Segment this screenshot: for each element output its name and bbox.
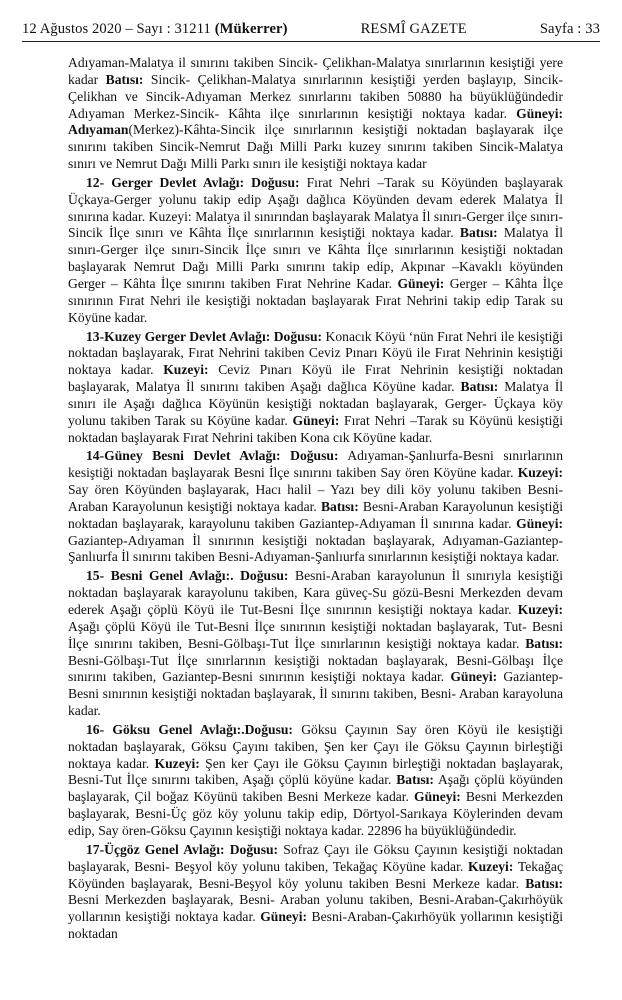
text-run: Fırat Nehri –Tarak su Köyünden başlayarak Üçkaya-Gerger yolunu takip edip Aşağı dağlıca Köyünden devam ederek Malatya İl sınırına kadar. Kuzeyi: Malatya il sınırından başlayarak Malatya İl sınırı-Gerger ilçe sınırı-Sincik İlçe sınırı ve Kâhta İlçe sınırlarının kesiştiği noktaya kadar.: [68, 174, 563, 241]
bold-run: Batısı:: [459, 225, 498, 241]
bold-run: Kuzeyi:: [468, 858, 514, 874]
text-run: Göksu Çayının Say ören Köyü ile kesiştiği noktadan başlayarak, Göksu Çayını takiben, Şen ker Çayı ile Göksu Çayının birleştiği noktaya kadar.: [68, 721, 563, 771]
paragraph: [68, 55, 563, 173]
bold-run: Güneyi: Adıyaman: [68, 105, 563, 138]
bold-run: Güneyi:: [260, 909, 308, 925]
text-run: Konacık Köyü ‘nün Fırat Nehri ile kesiştiği noktadan başlayarak, Fırat Nehrini takiben Ceviz Pınarı Köyü ile Fırat Nehrinin kesiştiği noktaya kadar.: [68, 328, 563, 378]
text-run: Besni Merkezden başlayarak, Besni- Araban yolunu takiben, Besni-Araban-Çakırhöyük yollarının kesiştiği noktaya kadar.: [68, 892, 563, 925]
text-run: Besni-Araban Karayolunun kesiştiği noktadan başlayarak, karayolunu takiben Gaziantep-Adıyaman İl sınırına kadar.: [68, 498, 563, 531]
bold-run: Batısı:: [320, 498, 359, 514]
page-number: Sayfa : 33: [539, 21, 600, 37]
text-run: Adıyaman-Malatya il sınırını takiben Sincik- Çelikhan-Malatya sınırlarının kesiştiği yere kadar: [68, 55, 563, 87]
bold-run: Kuzeyi:: [517, 465, 563, 481]
bold-run: 17-Üçgöz Genel Avlağı: Doğusu:: [86, 841, 279, 857]
bold-run: Güneyi:: [414, 789, 461, 805]
paragraph: [68, 329, 563, 447]
document-body: [68, 55, 563, 945]
text-run: Besni-Gölbaşı-Tut İlçe sınırlarının kesiştiği noktadan başlayarak, Besni-Gölbaşı İlçe sınırını takiben, Gaziantep-Besni sınırının kesiştiği noktaya kadar.: [68, 652, 563, 685]
text-run: Malatya İl sınırı ile Aşağı dağlıca Köyünün kesiştiği noktadan başlayarak, Gerger- Üçkaya köy yolunu takiben Tarak su Köyüne kadar.: [68, 379, 564, 428]
text-run: (Merkez)-Kâhta-Sincik ilçe sınırlarının kesiştiği noktadan başlayarak ilçe sınırını takiben Sincik-Nemrut Dağı Milli Parkı kuzey sınırını takiben Sincik-Malatya sınırı ve Nemrut Dağı Milli Parkı sınırı ile kesiştiği noktaya kadar: [68, 122, 563, 172]
issue-date-number: [22, 21, 288, 38]
bold-run: Kuzeyi:: [163, 362, 209, 378]
bold-run: 15- Besni Genel Avlağı:. Doğusu:: [86, 568, 289, 584]
text-run: Fırat Nehri –Tarak su Köyünü kesiştiği noktadan başlayarak Fırat Nehrini takiben Kona cık Köyüne kadar.: [68, 412, 563, 445]
gazette-title: RESMÎ GAZETE: [360, 21, 467, 37]
text-run: Ceviz Pınarı Köyü ile Fırat Nehrinin kesiştiği noktadan başlayarak, Malatya İl sınırını takiben Aşağı dağlıca Köyüne kadar.: [68, 362, 563, 395]
bold-run: Batısı:: [525, 635, 563, 651]
text-run: Say ören Köyünden başlayarak, Hacı halil – Yazı bey dili köy yolunu takiben Besni-Araban Karayolunun kesiştiği noktaya kadar.: [68, 482, 563, 514]
text-run: Besni-Araban-Çakırhöyük yollarının kesiştiği noktadan: [68, 909, 563, 942]
paragraph: [68, 448, 563, 566]
bold-run: 12- Gerger Devlet Avlağı: Doğusu:: [86, 174, 300, 190]
paragraph: [68, 175, 563, 327]
bold-run: Batısı:: [396, 772, 434, 788]
text-run: Gerger – Kâhta İlçe sınırının Fırat Nehri ile kesiştiği noktadan başlayarak Fırat Nehrini takip edip Tarak su Köyüne kadar.: [68, 275, 563, 325]
text-run: Sofraz Çayı ile Göksu Çayının kesiştiği noktadan başlayarak, Besni- Beşyol köy yolunu takiben, Tekağaç Köyüne kadar.: [68, 841, 563, 874]
text-run: Malatya İl sınırı-Gerger ilçe sınırı-Sincik İlçe sınırı ve Kâhta İlçe sınırlarının kesiştiği noktadan başlayarak Nemrut Dağı Milli Parkı sınırını takip edip, Akpınar –Kavaklı köyünden Gerger – Kâhta İlçe sınırını takiben Fırat Nehrine Kadar.: [68, 225, 563, 291]
bold-run: Güneyi:: [397, 275, 445, 291]
text-run: Adıyaman-Şanlıurfa-Besni sınırlarının kesiştiği noktadan başlayarak Besni İlçe sınırını takiben Say ören Köyüne kadar.: [68, 448, 564, 481]
bold-run: Batısı:: [105, 71, 144, 87]
bold-run: Batısı:: [525, 875, 563, 891]
text-run: Besni-Araban karayolunun İl sınırıyla kesiştiği noktadan başlayarak karayolunu takiben, Kara güveç-Su gözü-Besni Merkezden devam ederek Aşağı çöplü Köyü ile Tut-Besni İlçe sınırının kesiştiği noktaya kadar.: [68, 568, 563, 617]
header-rule: [22, 41, 600, 42]
text-run: Aşağı çöplü Köyü ile Tut-Besni İlçe sınırının kesiştiği noktadan başlayarak, Tut- Besni İlçe sınırını takiben, Besni-Gölbaşı-Tut İlçe sınırlarının kesiştiği noktaya kadar.: [68, 618, 563, 651]
text-run: Besni Merkezden başlayarak, Besni-Üç göz köy yolunu takip edip, Dörtyol-Sarıkaya Köylerinden devam edip, Say ören-Göksu Çayının kesiştiği noktaya kadar. 22896 ha büyüklüğündedir.: [68, 789, 563, 838]
issue-date-text: 12 Ağustos 2020 – Sayı : 31211: [22, 21, 211, 37]
paragraph: [68, 568, 563, 720]
page-header: [22, 14, 600, 38]
bold-run: Güneyi:: [516, 515, 563, 531]
text-run: Şen ker Çayı ile Göksu Çayının birleştiği noktadan başlayarak, Besni-Tut İlçe sınırını takiben, Aşağı çöplü köyüne kadar.: [68, 755, 564, 788]
bold-run: Kuzeyi:: [154, 755, 200, 771]
paragraph: [68, 722, 563, 840]
bold-run: 16- Göksu Genel Avlağı:.Doğusu:: [86, 721, 293, 737]
bold-run: Güneyi:: [292, 412, 340, 428]
bold-run: 14-Güney Besni Devlet Avlağı: Doğusu:: [86, 448, 339, 464]
text-run: Sincik- Çelikhan-Malatya sınırlarının kesiştiği yerden başlayıp, Sincik-Çelikhan ve Sincik-Adıyaman Merkez sınırlarını takiben 50880 ha büyüklüğündedir Adıyaman Merkez-Sincik- Kâhta ilçe sınırlarının kesiştiği noktaya kadar.: [68, 71, 563, 121]
text-run: Gaziantep-Adıyaman İl sınırının kesiştiği noktadan başlayarak, Adıyaman-Gaziantep-Şanlıurfa İl sınırını takiben Besni-Adıyaman-Şanlıurfa sınırlarının kesiştiği noktaya kadar.: [68, 532, 563, 565]
text-run: Gaziantep-Besni sınırının kesiştiği noktadan başlayarak, İl sınırını takiben, Besni- Araban karayoluna kadar.: [68, 669, 563, 719]
text-run: Aşağı çöplü köyünden başlayarak, Çil boğaz Köyünü takiben Besni Merkeze kadar.: [68, 772, 563, 805]
bold-run: Batısı:: [460, 379, 499, 395]
bold-run: Güneyi:: [450, 669, 498, 685]
paragraph: [68, 842, 563, 943]
bold-run: Kuzeyi:: [517, 602, 563, 617]
text-run: Tekağaç Köyünden başlayarak, Besni-Beşyol köy yolunu takiben Besni Merkeze kadar.: [68, 858, 563, 891]
bold-run: 13-Kuzey Gerger Devlet Avlağı: Doğusu:: [86, 328, 323, 344]
repeat-label: (Mükerrer): [214, 21, 288, 37]
